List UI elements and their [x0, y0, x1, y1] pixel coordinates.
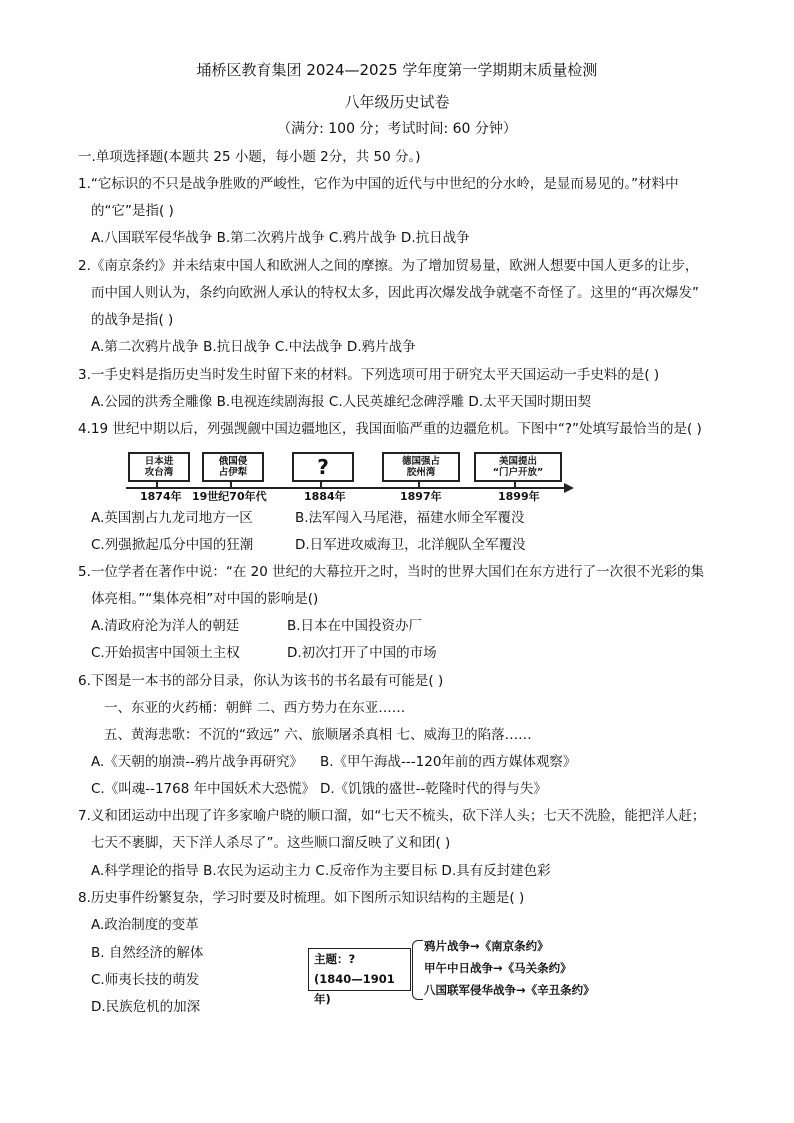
structure-theme-label: 主题：?	[314, 952, 356, 966]
structure-theme-years: (1840—1901 年)	[314, 972, 395, 1006]
timeline-event-4: 德国强占 胶州湾	[382, 452, 460, 482]
timeline-date-3: 1884年	[304, 490, 346, 503]
q5-stem-line2: 体亮相。”“集体亮相”对中国的影响是()	[91, 591, 319, 607]
structure-item-3: 八国联军侵华战争→《辛丑条约》	[424, 983, 595, 997]
q7-stem-line2: 七天不裹脚，天下洋人杀尽了”。这些顺口溜反映了义和团( )	[91, 835, 451, 851]
section-heading: 一.单项选择题(本题共 25 小题，每小题 2分，共 50 分。)	[78, 149, 421, 165]
q1-options: A.八国联军侵华战争 B.第二次鸦片战争 C.鸦片战争 D.抗日战争	[91, 230, 470, 246]
q6-option-c: C.《叫魂--1768 年中国妖术大恐慌》	[91, 781, 316, 797]
timeline-date-2: 19世纪70年代	[192, 490, 267, 503]
q8-option-a: A.政治制度的变革	[91, 917, 199, 933]
timeline-tick	[514, 481, 516, 488]
q3-stem: 3.一手史料是指历史当时发生时留下来的材料。下列选项可用于研究太平天国运动一手史料的是( )	[78, 367, 660, 383]
structure-item-1: 鸦片战争→《南京条约》	[424, 939, 549, 953]
q6-toc-line2: 五、黄海悲歌：不沉的“致远” 六、旅顺屠杀真相 七、威海卫的陷落……	[104, 727, 532, 743]
structure-brace	[412, 940, 423, 1000]
q4-option-a: A.英国割占九龙司地方一区	[91, 510, 253, 526]
q7-options: A.科学理论的指导 B.农民为运动主力 C.反帝作为主要目标 D.具有反封建色彩	[91, 863, 551, 879]
q7-stem-line1: 7.义和团运动中出现了许多家喻户晓的顺口溜，如“七天不梳头，砍下洋人头；七天不洗脸，能把洋人赶；	[78, 808, 706, 824]
q8-option-b: B. 自然经济的解体	[91, 945, 204, 961]
structure-theme-box	[308, 948, 411, 1006]
timeline-date-1: 1874年	[140, 490, 182, 503]
q4-option-b: B.法军闯入马尾港，福建水师全军覆没	[295, 510, 525, 526]
q1-stem-line2: 的“它”是指( )	[91, 203, 174, 219]
q5-stem-line1: 5.一位学者在著作中说：“在 20 世纪的大幕拉开之时，当时的世界大国们在东方进行了一次很不光彩的集	[78, 564, 705, 580]
q8-option-d: D.民族危机的加深	[91, 999, 201, 1015]
q5-option-a: A.清政府沦为洋人的朝廷	[91, 618, 240, 634]
q4-option-c: C.列强掀起瓜分中国的狂潮	[91, 537, 254, 553]
exam-subtitle: 八年级历史试卷	[344, 93, 450, 111]
q6-option-d: D.《饥饿的盛世--乾隆时代的得与失》	[320, 781, 547, 797]
timeline-figure	[126, 448, 576, 504]
q5-option-d: D.初次打开了中国的市场	[287, 645, 437, 661]
q5-option-b: B.日本在中国投资办厂	[287, 618, 423, 634]
q6-stem: 6.下图是一本书的部分目录，你认为该书的书名最有可能是( )	[78, 673, 444, 689]
timeline-event-5: 美国提出 “门户开放”	[474, 452, 562, 482]
q8-option-c: C.师夷长技的萌发	[91, 972, 200, 988]
timeline-event-unknown: ?	[292, 452, 354, 482]
timeline-arrow	[564, 483, 574, 493]
q3-options: A.公园的洪秀全雕像 B.电视连续剧海报 C.人民英雄纪念碑浮雕 D.太平天国时期田契	[91, 394, 592, 410]
knowledge-structure-figure	[308, 938, 608, 1006]
q2-options: A.第二次鸦片战争 B.抗日战争 C.中法战争 D.鸦片战争	[91, 339, 416, 355]
timeline-tick	[156, 481, 158, 488]
q6-option-b: B.《甲午海战---120年前的西方媒体观察》	[320, 754, 577, 770]
timeline-tick	[230, 481, 232, 488]
q2-stem-line2: 而中国人则认为，条约向欧洲人承认的特权太多，因此再次爆发战争就毫不奇怪了。这里的“再次爆发”	[91, 285, 699, 301]
timeline-date-5: 1899年	[498, 490, 540, 503]
q2-stem-line3: 的战争是指( )	[91, 312, 174, 328]
q6-toc-line1: 一、东亚的火药桶：朝鲜 二、西方势力在东亚……	[104, 700, 406, 716]
structure-item-2: 甲午中日战争→《马关条约》	[424, 961, 572, 975]
q1-stem-line1: 1.“它标识的不只是战争胜败的严峻性，它作为中国的近代与中世纪的分水岭，是显而易见的。”材料中	[78, 176, 679, 192]
timeline-event-2: 俄国侵 占伊犁	[202, 452, 264, 482]
exam-info: （满分: 100 分；考试时间: 60 分钟）	[277, 121, 517, 137]
timeline-tick	[320, 481, 322, 488]
q6-option-a: A.《天朝的崩溃--鸦片战争再研究》	[91, 754, 304, 770]
q4-option-d: D.日军进攻威海卫，北洋舰队全军覆没	[295, 537, 526, 553]
q4-stem: 4.19 世纪中期以后，列强觊觎中国边疆地区，我国面临严重的边疆危机。下图中“?”处填写最恰当的是( )	[78, 421, 702, 437]
q2-stem-line1: 2.《南京条约》并未结束中国人和欧洲人之间的摩擦。为了增加贸易量，欧洲人想要中国人更多的让步，	[78, 258, 699, 274]
exam-title: 埇桥区教育集团 2024—2025 学年度第一学期期末质量检测	[196, 61, 598, 79]
q5-option-c: C.开始损害中国领土主权	[91, 645, 240, 661]
timeline-event-1: 日本进 攻台湾	[128, 452, 190, 482]
timeline-tick	[418, 481, 420, 488]
timeline-date-4: 1897年	[400, 490, 442, 503]
q8-stem: 8.历史事件纷繁复杂，学习时要及时梳理。如下图所示知识结构的主题是( )	[78, 890, 525, 906]
